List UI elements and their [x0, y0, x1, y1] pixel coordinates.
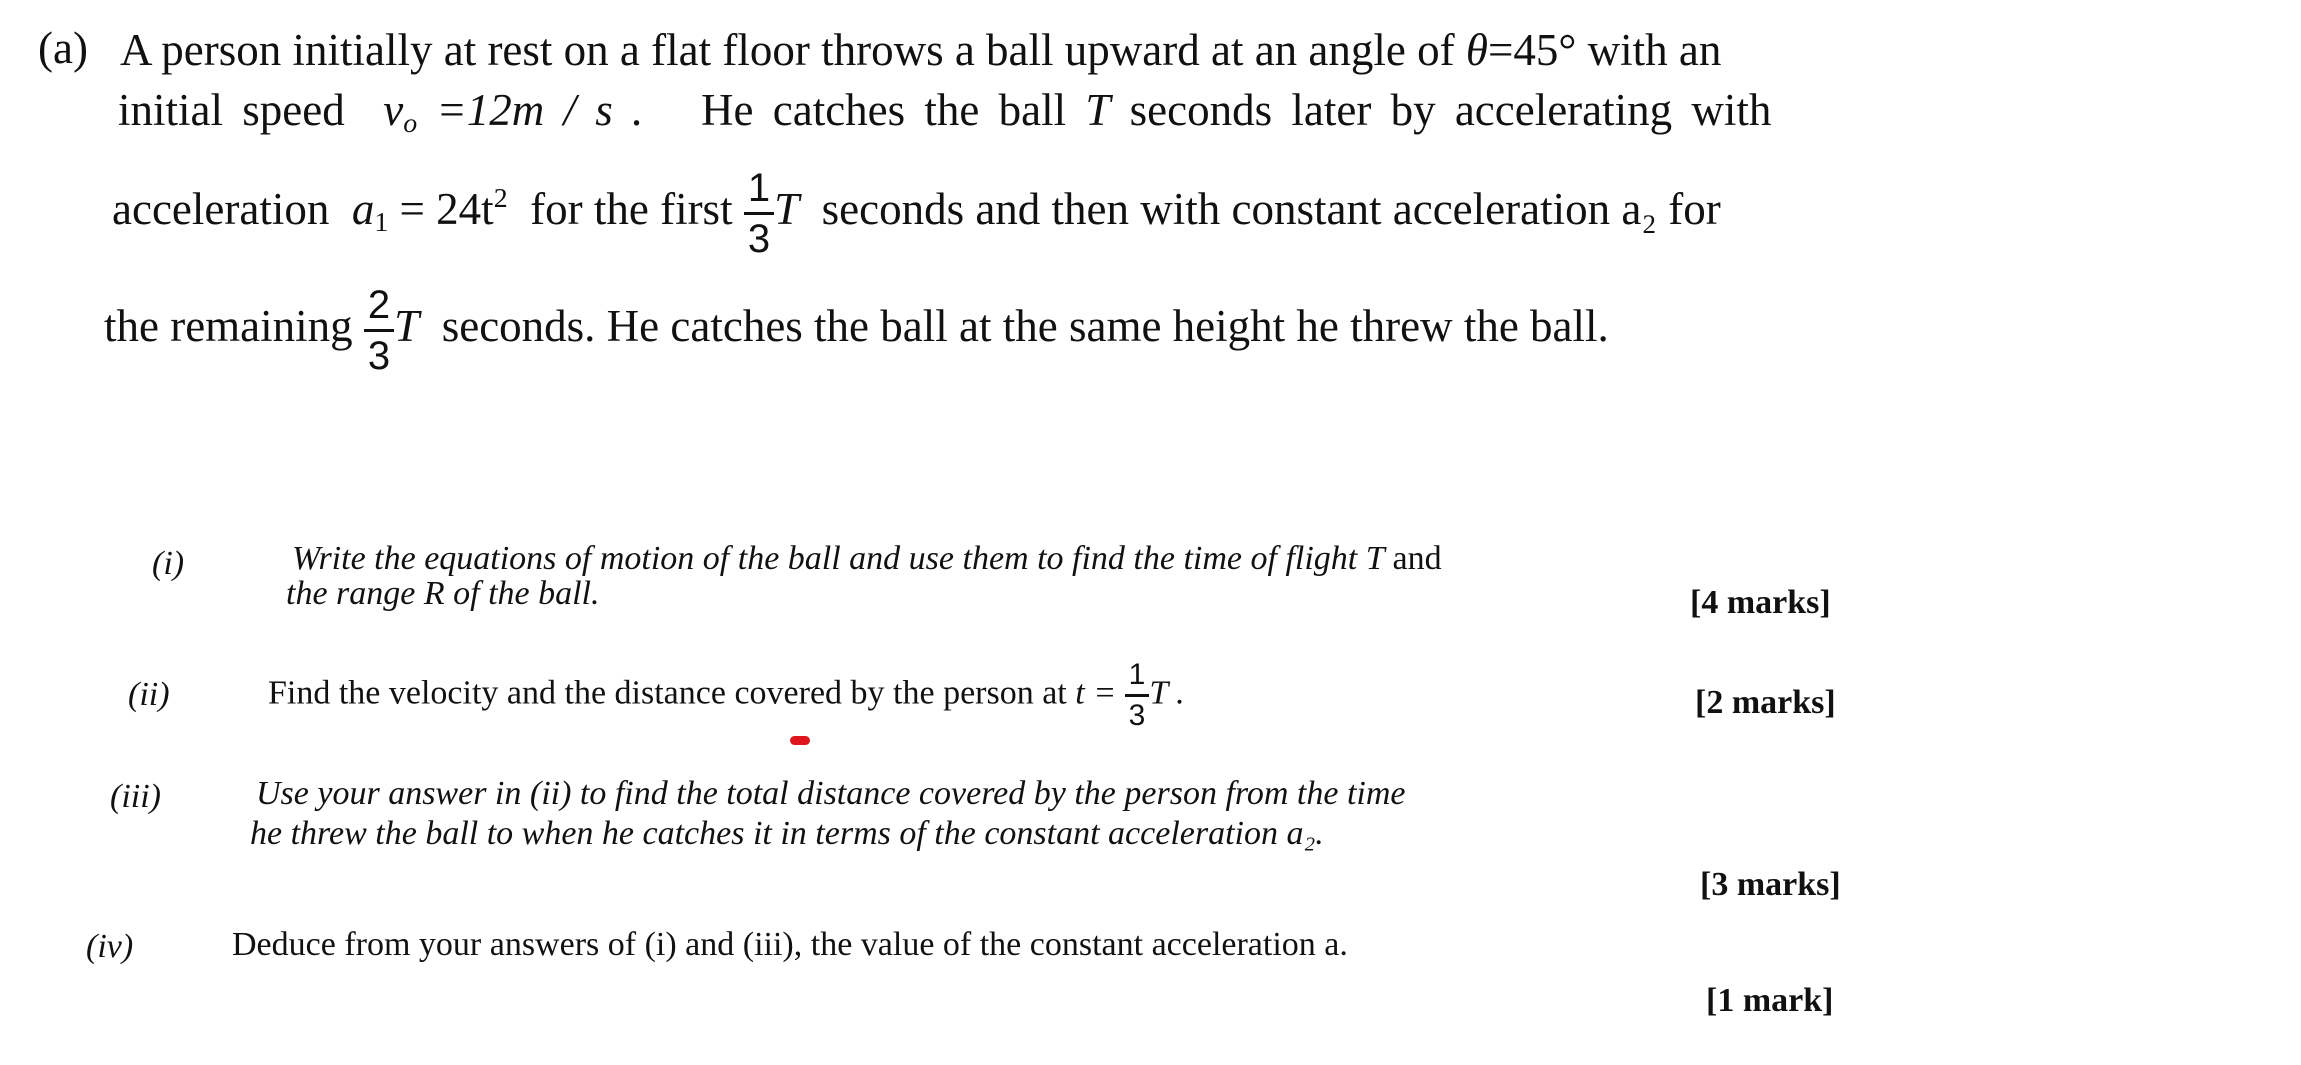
- question-i-marks: [4 marks]: [1690, 584, 1831, 621]
- T-symbol: T: [1085, 85, 1111, 135]
- intro-line-1-text: A person initially at rest on a flat floor throws a ball upward at an angle of: [120, 25, 1455, 75]
- intro-line-4: [104, 285, 1609, 376]
- question-ii-marks: [2 marks]: [1695, 684, 1836, 721]
- fraction-numerator: 1: [1128, 658, 1146, 691]
- fraction-one-third: [1125, 660, 1150, 731]
- question-iii-marks: [3 marks]: [1700, 866, 1841, 903]
- question-ii-text: Find the velocity and the distance covered by the person at: [268, 674, 1067, 712]
- a1-exponent: 2: [493, 183, 508, 215]
- fraction-numerator: 1: [747, 166, 771, 210]
- intro-line-3-start: acceleration: [112, 183, 330, 234]
- T-symbol: T .: [1149, 674, 1185, 712]
- fraction-numerator: 2: [367, 283, 391, 327]
- part-label: (a): [38, 23, 88, 73]
- intro-line-2-mid: He catches the ball: [701, 85, 1067, 135]
- question-i-and: and: [1392, 540, 1442, 577]
- v0-subscript: o: [403, 107, 418, 139]
- question-iv-marks: [1 mark]: [1706, 982, 1834, 1019]
- question-iv-line-1: Deduce from your answers of (i) and (iii), the value of the constant acceleration a.: [232, 926, 1348, 963]
- a1-symbol: a: [351, 183, 375, 234]
- t-equals: t =: [1075, 674, 1117, 712]
- intro-line-2-start: initial speed: [118, 85, 345, 135]
- fraction-denominator: 3: [1125, 694, 1150, 731]
- intro-line-4-end: seconds. He catches the ball at the same height he threw the ball.: [441, 300, 1609, 351]
- fraction-denominator: 3: [744, 212, 774, 259]
- question-ii-line: [268, 660, 1185, 731]
- intro-line-1-end: with an: [1587, 25, 1722, 75]
- intro-line-2-end: seconds later by accelerating with: [1129, 85, 1772, 135]
- question-iii-label: (iii): [110, 778, 161, 815]
- question-i-label: (i): [152, 545, 185, 582]
- question-iii-line-2: he threw the ball to when he catches it in terms of the constant acceleration a₂.: [250, 815, 1324, 852]
- T-symbol: T: [774, 183, 800, 234]
- intro-line-1: [120, 24, 1721, 76]
- v0-value: =12m / s .: [436, 85, 644, 135]
- intro-line-3-end: seconds and then with constant acceleration a₂ for: [821, 183, 1721, 234]
- intro-line-4-start: the remaining: [104, 300, 353, 351]
- red-pen-mark: [790, 736, 810, 745]
- fraction-denominator: 3: [364, 329, 394, 376]
- T-symbol: T: [1365, 540, 1385, 577]
- question-i-text: Write the equations of motion of the ball and use them to find the time of flight: [292, 540, 1358, 577]
- intro-line-3: [112, 168, 1721, 259]
- a1-subscript: 1: [374, 206, 389, 238]
- question-iv-label: (iv): [86, 928, 134, 965]
- theta-value: 45°: [1513, 25, 1577, 75]
- T-symbol: T: [394, 300, 420, 351]
- question-i-line-2: the range R of the ball.: [286, 575, 600, 612]
- equals-sign: =: [1487, 25, 1514, 75]
- fraction-one-third: [744, 168, 774, 259]
- question-iii-line-1: Use your answer in (ii) to find the total distance covered by the person from the time: [256, 775, 1406, 812]
- theta-symbol: θ: [1465, 25, 1488, 75]
- a1-equation: = 24t: [399, 183, 494, 234]
- intro-line-2: [118, 84, 1771, 140]
- v0-symbol: v: [383, 85, 404, 135]
- fraction-two-thirds: [364, 285, 394, 376]
- question-ii-label: (ii): [128, 676, 170, 713]
- question-i-line-1: [292, 540, 1442, 578]
- intro-line-3-mid: for the first: [530, 183, 733, 234]
